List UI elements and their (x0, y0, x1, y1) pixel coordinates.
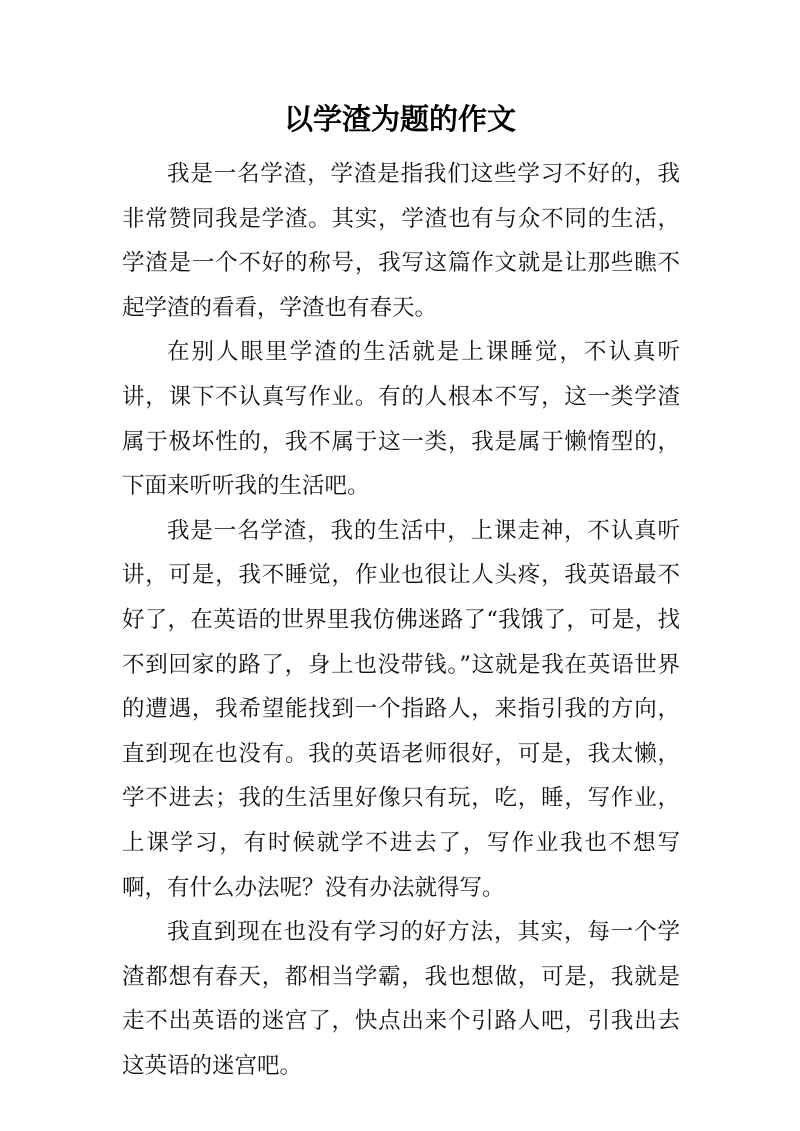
document-body (122, 152, 680, 1088)
paragraph-4: 我直到现在也没有学习的好方法，其实，每一个学渣都想有春天，都相当学霸，我也想做，可是，我就是走不出英语的迷宫了，快点出来个引路人吧，引我出去这英语的迷宫吧。 (122, 919, 680, 1079)
paragraph-3: 我是一名学渣，我的生活中，上课走神，不认真听讲，可是，我不睡觉，作业也很让人头疼，我英语最不好了，在英语的世界里我仿佛迷路了“我饿了，可是，找不到回家的路了，身上也没带钱。”这就是我在英语世界的遭遇，我希望能找到一个指路人，来指引我的方向，直到现在也没有。我的英语老师很好，可是，我太懒，学不进去；我的生活里好像只有玩，吃，睡，写作业，上课学习，有时候就学不进去了，写作业我也不想写啊，有什么办法呢？没有办法就得写。 (122, 517, 680, 901)
paragraph-1: 我是一名学渣，学渣是指我们这些学习不好的，我非常赞同我是学渣。其实，学渣也有与众不同的生活，学渣是一个不好的称号，我写这篇作文就是让那些瞧不起学渣的看看，学渣也有春天。 (122, 161, 680, 321)
paragraph-2: 在别人眼里学渣的生活就是上课睡觉，不认真听讲，课下不认真写作业。有的人根本不写，这一类学渣属于极坏性的，我不属于这一类，我是属于懒惰型的，下面来听听我的生活吧。 (122, 339, 680, 500)
document-title: 以学渣为题的作文 (283, 102, 516, 136)
